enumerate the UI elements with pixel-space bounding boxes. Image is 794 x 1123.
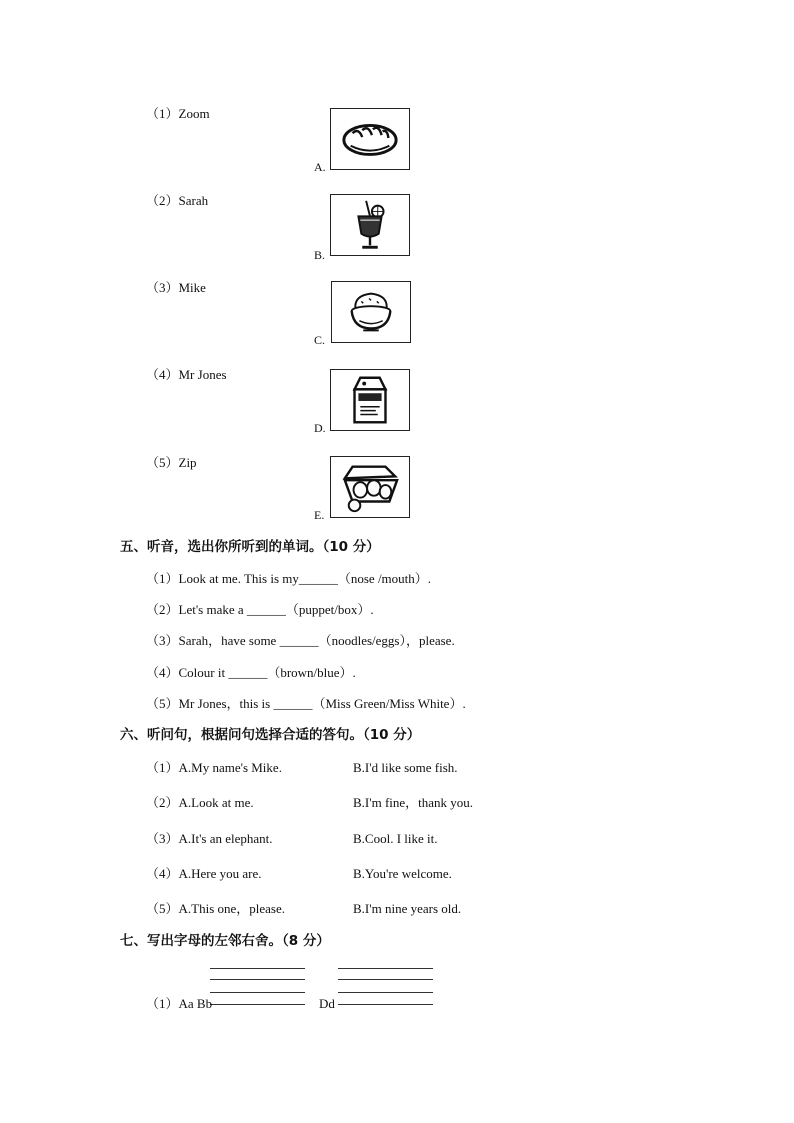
section7-item-prefix: （1）Aa Bb [146, 996, 213, 1011]
section6-item-3-option-a: （3）A.It's an elephant. [146, 831, 273, 846]
option-letter-a: A. [314, 160, 326, 174]
bread-icon [331, 109, 409, 169]
section6-item-1-option-b: B.I'd like some fish. [353, 760, 458, 775]
section6-heading: 六、听问句，根据问句选择合适的答句。（10 分） [120, 727, 421, 743]
option-picture-b [330, 194, 410, 256]
eggs-icon [331, 457, 409, 517]
option-letter-b: B. [314, 248, 326, 262]
section6-item-5-option-a: （5）A.This one，please. [146, 901, 286, 916]
name-item-2: （2）Sarah [146, 193, 209, 208]
section7-heading: 七、写出字母的左邻右舍。（8 分） [120, 933, 330, 949]
writing-line [338, 992, 433, 993]
option-letter-d: D. [314, 421, 326, 435]
option-letter-c: C. [314, 333, 326, 347]
writing-line[interactable] [210, 1004, 305, 1005]
option-picture-a [330, 108, 410, 170]
section6-item-2-option-b: B.I'm fine，thank you. [353, 795, 474, 810]
option-picture-d [330, 369, 410, 431]
juice-icon [331, 195, 409, 255]
section5-heading: 五、听音，选出你所听到的单词。（10 分） [120, 539, 380, 555]
section6-item-1-option-a: （1）A.My name's Mike. [146, 760, 282, 775]
option-picture-e [330, 456, 410, 518]
option-letter-e: E. [314, 508, 325, 522]
milk-carton-icon [331, 370, 409, 430]
writing-line[interactable] [338, 1004, 433, 1005]
section5-item-2: （2）Let's make a ______（puppet/box）. [146, 602, 374, 617]
section5-item-5: （5）Mr Jones，this is ______（Miss Green/Miss White）. [146, 696, 466, 711]
rice-bowl-icon [332, 282, 410, 342]
writing-line [210, 968, 305, 969]
option-picture-c [331, 281, 411, 343]
section5-item-1: （1）Look at me. This is my______（nose /mouth）. [146, 571, 432, 586]
name-item-1: （1）Zoom [146, 106, 210, 121]
writing-line [338, 968, 433, 969]
section6-item-4-option-b: B.You're welcome. [353, 866, 452, 881]
section6-item-3-option-b: B.Cool. I like it. [353, 831, 438, 846]
writing-line [210, 979, 305, 980]
writing-line [210, 992, 305, 993]
section5-item-4: （4）Colour it ______（brown/blue）. [146, 665, 356, 680]
section7-item-mid: Dd [319, 996, 335, 1011]
section6-item-4-option-a: （4）A.Here you are. [146, 866, 262, 881]
section6-item-5-option-b: B.I'm nine years old. [353, 901, 462, 916]
name-item-5: （5）Zip [146, 455, 197, 470]
section6-item-2-option-a: （2）A.Look at me. [146, 795, 254, 810]
writing-line [338, 979, 433, 980]
name-item-3: （3）Mike [146, 280, 206, 295]
section5-item-3: （3）Sarah，have some ______（noodles/eggs），please. [146, 633, 455, 648]
name-item-4: （4）Mr Jones [146, 367, 227, 382]
